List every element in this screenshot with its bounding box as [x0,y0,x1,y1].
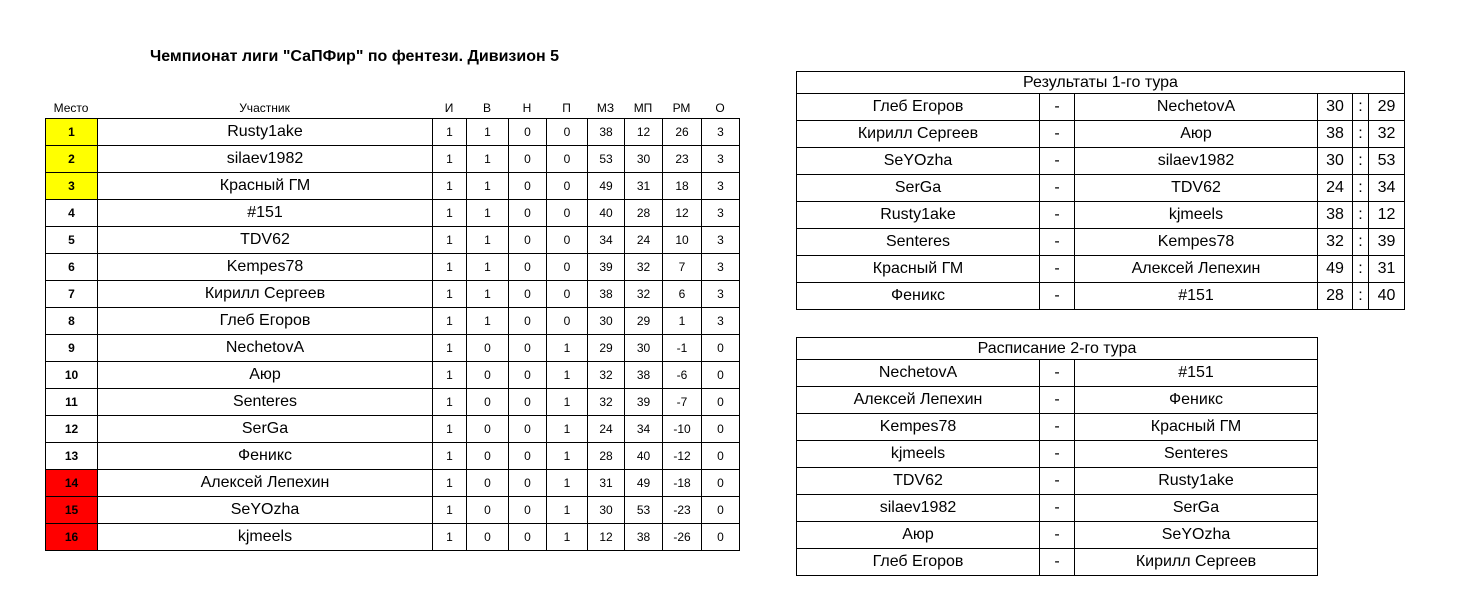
played-cell: 1 [433,389,467,416]
home-score-cell: 32 [1318,229,1353,256]
diff-cell: -6 [663,362,702,389]
losses-cell: 1 [547,443,588,470]
wins-cell: 0 [467,416,509,443]
diff-cell: -26 [663,524,702,551]
schedule-row [797,414,1318,441]
away-team-cell: NechetovA [1075,94,1318,121]
wins-cell: 0 [467,362,509,389]
conceded-cell: 38 [625,524,663,551]
draws-cell: 0 [509,524,547,551]
scored-cell: 32 [588,362,625,389]
scored-cell: 31 [588,470,625,497]
table-row [46,335,740,362]
result-row [797,202,1405,229]
played-cell: 1 [433,524,467,551]
wins-cell: 1 [467,200,509,227]
played-cell: 1 [433,443,467,470]
draws-cell: 0 [509,227,547,254]
losses-cell: 0 [547,119,588,146]
losses-cell: 1 [547,335,588,362]
losses-cell: 0 [547,200,588,227]
schedule-row [797,522,1318,549]
diff-cell: -23 [663,497,702,524]
table-row [46,254,740,281]
place-cell: 14 [46,470,98,497]
losses-cell: 0 [547,146,588,173]
participant-cell: Глеб Егоров [98,308,433,335]
colon-cell: : [1353,256,1369,283]
wins-cell: 1 [467,146,509,173]
away-team-cell: Красный ГМ [1075,414,1318,441]
place-cell: 12 [46,416,98,443]
conceded-cell: 32 [625,281,663,308]
home-score-cell: 28 [1318,283,1353,310]
diff-cell: 7 [663,254,702,281]
points-cell: 3 [702,146,740,173]
dash-cell: - [1040,468,1075,495]
result-row [797,175,1405,202]
away-score-cell: 34 [1369,175,1405,202]
points-cell: 3 [702,200,740,227]
participant-cell: Kempes78 [98,254,433,281]
place-cell: 3 [46,173,98,200]
place-cell: 16 [46,524,98,551]
points-cell: 3 [702,227,740,254]
points-cell: 0 [702,524,740,551]
conceded-cell: 31 [625,173,663,200]
losses-cell: 1 [547,389,588,416]
scored-cell: 32 [588,389,625,416]
away-score-cell: 40 [1369,283,1405,310]
table-row [46,443,740,470]
played-cell: 1 [433,200,467,227]
participant-cell: Алексей Лепехин [98,470,433,497]
losses-cell: 0 [547,308,588,335]
schedule-row [797,549,1318,576]
draws-cell: 0 [509,254,547,281]
draws-cell: 0 [509,470,547,497]
played-cell: 1 [433,227,467,254]
dash-cell: - [1040,121,1075,148]
conceded-cell: 29 [625,308,663,335]
diff-cell: -12 [663,443,702,470]
standings-table [45,118,740,551]
home-team-cell: Кирилл Сергеев [797,121,1040,148]
table-row [46,497,740,524]
diff-cell: 26 [663,119,702,146]
diff-cell: 6 [663,281,702,308]
away-team-cell: Rusty1ake [1075,468,1318,495]
conceded-cell: 30 [625,335,663,362]
losses-cell: 1 [547,416,588,443]
wins-cell: 1 [467,254,509,281]
diff-cell: -18 [663,470,702,497]
scored-cell: 38 [588,281,625,308]
losses-cell: 0 [547,227,588,254]
points-cell: 3 [702,308,740,335]
participant-cell: Аюр [98,362,433,389]
place-cell: 10 [46,362,98,389]
wins-cell: 0 [467,497,509,524]
table-row [46,281,740,308]
home-team-cell: SerGa [797,175,1040,202]
header-scored: МЗ [596,101,615,115]
away-team-cell: silaev1982 [1075,148,1318,175]
scored-cell: 24 [588,416,625,443]
points-cell: 0 [702,362,740,389]
place-cell: 2 [46,146,98,173]
away-team-cell: Senteres [1075,441,1318,468]
away-score-cell: 32 [1369,121,1405,148]
home-team-cell: Rusty1ake [797,202,1040,229]
schedule-row [797,495,1318,522]
colon-cell: : [1353,148,1369,175]
place-cell: 8 [46,308,98,335]
home-team-cell: Глеб Егоров [797,94,1040,121]
schedule-row [797,387,1318,414]
draws-cell: 0 [509,146,547,173]
place-cell: 1 [46,119,98,146]
schedule-row [797,468,1318,495]
losses-cell: 1 [547,470,588,497]
played-cell: 1 [433,281,467,308]
points-cell: 0 [702,416,740,443]
draws-cell: 0 [509,308,547,335]
header-points: О [715,101,725,115]
away-team-cell: SeYOzha [1075,522,1318,549]
diff-cell: 1 [663,308,702,335]
diff-cell: -10 [663,416,702,443]
scored-cell: 49 [588,173,625,200]
table-row [46,362,740,389]
home-team-cell: Senteres [797,229,1040,256]
table-row [46,200,740,227]
points-cell: 0 [702,497,740,524]
diff-cell: -1 [663,335,702,362]
header-place: Место [53,101,89,115]
participant-cell: silaev1982 [98,146,433,173]
participant-cell: kjmeels [98,524,433,551]
conceded-cell: 38 [625,362,663,389]
home-score-cell: 30 [1318,148,1353,175]
points-cell: 3 [702,173,740,200]
scored-cell: 29 [588,335,625,362]
header-conceded: МП [633,101,653,115]
losses-cell: 0 [547,254,588,281]
points-cell: 0 [702,470,740,497]
away-team-cell: Кирилл Сергеев [1075,549,1318,576]
scored-cell: 53 [588,146,625,173]
scored-cell: 28 [588,443,625,470]
scored-cell: 38 [588,119,625,146]
place-cell: 6 [46,254,98,281]
table-row [46,524,740,551]
result-row [797,229,1405,256]
place-cell: 7 [46,281,98,308]
played-cell: 1 [433,146,467,173]
played-cell: 1 [433,470,467,497]
conceded-cell: 49 [625,470,663,497]
schedule-title: Расписание 2-го тура [797,338,1318,360]
participant-cell: Senteres [98,389,433,416]
wins-cell: 1 [467,173,509,200]
dash-cell: - [1040,94,1075,121]
points-cell: 0 [702,443,740,470]
participant-cell: SerGa [98,416,433,443]
away-score-cell: 39 [1369,229,1405,256]
home-team-cell: TDV62 [797,468,1040,495]
points-cell: 3 [702,119,740,146]
home-team-cell: kjmeels [797,441,1040,468]
home-team-cell: SeYOzha [797,148,1040,175]
draws-cell: 0 [509,497,547,524]
conceded-cell: 39 [625,389,663,416]
home-team-cell: Kempes78 [797,414,1040,441]
scored-cell: 30 [588,308,625,335]
participant-cell: Кирилл Сергеев [98,281,433,308]
dash-cell: - [1040,441,1075,468]
colon-cell: : [1353,94,1369,121]
points-cell: 0 [702,335,740,362]
played-cell: 1 [433,497,467,524]
dash-cell: - [1040,495,1075,522]
away-team-cell: #151 [1075,283,1318,310]
draws-cell: 0 [509,200,547,227]
home-team-cell: Феникс [797,283,1040,310]
draws-cell: 0 [509,443,547,470]
dash-cell: - [1040,283,1075,310]
colon-cell: : [1353,175,1369,202]
dash-cell: - [1040,549,1075,576]
place-cell: 13 [46,443,98,470]
conceded-cell: 53 [625,497,663,524]
away-team-cell: kjmeels [1075,202,1318,229]
colon-cell: : [1353,229,1369,256]
home-team-cell: silaev1982 [797,495,1040,522]
header-name: Участник [239,101,290,115]
diff-cell: -7 [663,389,702,416]
dash-cell: - [1040,148,1075,175]
played-cell: 1 [433,335,467,362]
points-cell: 3 [702,281,740,308]
home-score-cell: 24 [1318,175,1353,202]
conceded-cell: 34 [625,416,663,443]
participant-cell: TDV62 [98,227,433,254]
draws-cell: 0 [509,335,547,362]
away-score-cell: 53 [1369,148,1405,175]
played-cell: 1 [433,362,467,389]
losses-cell: 1 [547,524,588,551]
table-row [46,146,740,173]
result-row [797,94,1405,121]
dash-cell: - [1040,175,1075,202]
losses-cell: 0 [547,173,588,200]
wins-cell: 0 [467,389,509,416]
dash-cell: - [1040,414,1075,441]
scored-cell: 12 [588,524,625,551]
losses-cell: 1 [547,497,588,524]
result-row [797,256,1405,283]
away-team-cell: Аюр [1075,121,1318,148]
dash-cell: - [1040,229,1075,256]
page-title: Чемпионат лиги "СаПФир" по фентези. Дивизион 5 [150,48,559,65]
dash-cell: - [1040,360,1075,387]
participant-cell: Rusty1ake [98,119,433,146]
draws-cell: 0 [509,173,547,200]
schedule-table [796,337,1318,576]
home-score-cell: 38 [1318,202,1353,229]
wins-cell: 1 [467,281,509,308]
table-row [46,227,740,254]
draws-cell: 0 [509,119,547,146]
diff-cell: 10 [663,227,702,254]
wins-cell: 1 [467,119,509,146]
away-score-cell: 29 [1369,94,1405,121]
table-row [46,173,740,200]
home-team-cell: Алексей Лепехин [797,387,1040,414]
wins-cell: 1 [467,227,509,254]
conceded-cell: 12 [625,119,663,146]
colon-cell: : [1353,202,1369,229]
points-cell: 3 [702,254,740,281]
place-cell: 5 [46,227,98,254]
home-team-cell: Красный ГМ [797,256,1040,283]
home-score-cell: 30 [1318,94,1353,121]
away-team-cell: Алексей Лепехин [1075,256,1318,283]
table-row [46,119,740,146]
conceded-cell: 40 [625,443,663,470]
home-team-cell: Глеб Егоров [797,549,1040,576]
home-team-cell: NechetovA [797,360,1040,387]
conceded-cell: 24 [625,227,663,254]
played-cell: 1 [433,308,467,335]
header-wins: В [482,101,491,115]
wins-cell: 1 [467,308,509,335]
participant-cell: #151 [98,200,433,227]
wins-cell: 0 [467,335,509,362]
away-team-cell: SerGa [1075,495,1318,522]
draws-cell: 0 [509,389,547,416]
points-cell: 0 [702,389,740,416]
played-cell: 1 [433,254,467,281]
wins-cell: 0 [467,524,509,551]
away-team-cell: Феникс [1075,387,1318,414]
scored-cell: 34 [588,227,625,254]
result-row [797,121,1405,148]
place-cell: 15 [46,497,98,524]
played-cell: 1 [433,416,467,443]
header-draws: Н [522,101,532,115]
place-cell: 9 [46,335,98,362]
conceded-cell: 32 [625,254,663,281]
played-cell: 1 [433,119,467,146]
place-cell: 4 [46,200,98,227]
scored-cell: 30 [588,497,625,524]
conceded-cell: 30 [625,146,663,173]
draws-cell: 0 [509,281,547,308]
dash-cell: - [1040,522,1075,549]
schedule-row [797,441,1318,468]
colon-cell: : [1353,283,1369,310]
participant-cell: Феникс [98,443,433,470]
diff-cell: 18 [663,173,702,200]
conceded-cell: 28 [625,200,663,227]
home-score-cell: 38 [1318,121,1353,148]
colon-cell: : [1353,121,1369,148]
away-score-cell: 12 [1369,202,1405,229]
diff-cell: 23 [663,146,702,173]
away-team-cell: TDV62 [1075,175,1318,202]
scored-cell: 40 [588,200,625,227]
played-cell: 1 [433,173,467,200]
participant-cell: SeYOzha [98,497,433,524]
table-row [46,389,740,416]
home-score-cell: 49 [1318,256,1353,283]
dash-cell: - [1040,202,1075,229]
draws-cell: 0 [509,362,547,389]
result-row [797,148,1405,175]
wins-cell: 0 [467,443,509,470]
results-table [796,71,1405,310]
place-cell: 11 [46,389,98,416]
header-diff: РМ [672,101,691,115]
home-team-cell: Аюр [797,522,1040,549]
scored-cell: 39 [588,254,625,281]
table-row [46,470,740,497]
dash-cell: - [1040,387,1075,414]
wins-cell: 0 [467,470,509,497]
table-row [46,308,740,335]
away-score-cell: 31 [1369,256,1405,283]
diff-cell: 12 [663,200,702,227]
table-row [46,416,740,443]
away-team-cell: Kempes78 [1075,229,1318,256]
results-title: Результаты 1-го тура [797,72,1405,94]
header-played: И [444,101,454,115]
result-row [797,283,1405,310]
participant-cell: NechetovA [98,335,433,362]
dash-cell: - [1040,256,1075,283]
draws-cell: 0 [509,416,547,443]
losses-cell: 1 [547,362,588,389]
participant-cell: Красный ГМ [98,173,433,200]
losses-cell: 0 [547,281,588,308]
schedule-row [797,360,1318,387]
header-losses: П [562,101,571,115]
away-team-cell: #151 [1075,360,1318,387]
